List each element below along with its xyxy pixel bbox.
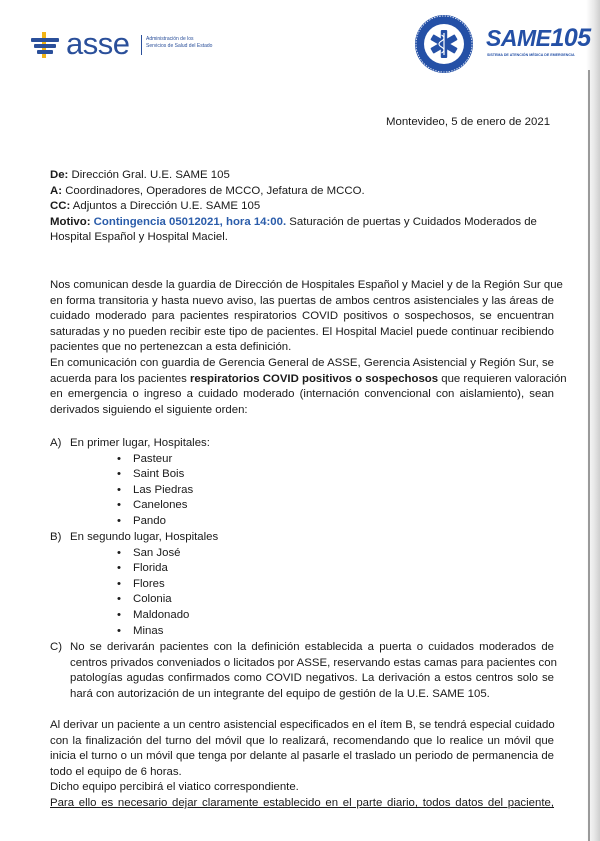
hospital-list-item: San José	[133, 546, 181, 559]
to-label: A:	[50, 184, 63, 197]
same-wordmark-number: 105	[550, 24, 591, 52]
paragraph-line: todo el equipo de 6 horas.	[50, 765, 182, 778]
item-c-text	[70, 640, 557, 702]
same-wordmark-text: SAME	[486, 25, 551, 51]
cc-line	[50, 199, 537, 215]
bullet-icon: •	[117, 562, 121, 575]
paragraph-line: pacientes que no pertenezcan a esta definición.	[50, 341, 292, 354]
paragraph-line: centros privados conveniados o licitados por ASSE, reservando estas camas para pacientes con	[70, 656, 557, 669]
subject-highlight: Contingencia 05012021, hora 14:00.	[93, 215, 287, 228]
hospital-list-item: Canelones	[133, 499, 188, 512]
cc-value: Adjuntos a Dirección U.E. SAME 105	[70, 200, 261, 213]
bullet-icon: •	[117, 593, 121, 606]
paragraph-line: cuidado moderado para pacientes respiratorios COVID positivos o sospechosos, se encuentran	[50, 310, 554, 323]
asse-logo	[30, 26, 230, 66]
item-b-letter: B)	[50, 531, 62, 543]
bullet-icon: •	[117, 624, 121, 637]
paragraph-line: en emergencia o ingreso a cuidado moderado (internación convencional con aislamiento), sean	[50, 388, 554, 401]
paragraph-line: derivados siguiendo el siguiente orden:	[50, 403, 248, 416]
paragraph-text: que requieren valoración	[438, 372, 567, 385]
cc-label: CC:	[50, 200, 71, 213]
bullet-icon: •	[117, 546, 121, 559]
hospital-list-item: Florida	[133, 562, 168, 575]
bullet-icon: •	[117, 515, 121, 527]
subject-line-2: Hospital Español y Hospital Maciel.	[50, 231, 228, 244]
hospital-list-item: Flores	[133, 577, 165, 590]
asse-wordmark: asse	[66, 26, 130, 61]
to-value: Coordinadores, Operadores de MCCO, Jefatura de MCCO.	[62, 184, 365, 197]
scan-edge-line	[588, 70, 590, 841]
paragraph-line: Nos comunican desde la guardia de Dirección de Hospitales Español y Maciel y de la Región Sur que	[50, 279, 563, 291]
subject-text: Saturación de puertas y Cuidados Moderados de	[286, 215, 537, 228]
paragraph-line	[50, 372, 567, 388]
item-a-letter: A)	[50, 437, 62, 449]
subject-label: Motivo:	[50, 215, 91, 228]
item-a-text: En primer lugar, Hospitales:	[70, 437, 210, 449]
hospital-list-item: Maldonado	[133, 609, 190, 621]
hospital-list-item: Pasteur	[133, 452, 173, 465]
bullet-icon: •	[117, 577, 121, 590]
asse-separator	[141, 35, 142, 55]
paragraph-line: con la finalización del turno del móvil que lo realizará, recomendando que lo realice un móvil que	[50, 734, 554, 747]
asse-subtitle-line-2: Servicios de Salud del Estado	[146, 43, 213, 49]
subject-line	[50, 215, 537, 231]
paragraph-3	[50, 718, 554, 812]
item-c-letter: C)	[50, 641, 63, 653]
bullet-icon: •	[117, 609, 121, 621]
same-star-of-life-seal-icon	[414, 14, 474, 74]
hospital-list-item: Las Piedras	[133, 483, 194, 496]
paragraph-line: en forma transitoria y hasta nuevo aviso, las puertas de ambos centros asistenciales y las áreas de	[50, 294, 554, 307]
paragraph-text: acuerda para los pacientes	[50, 372, 190, 385]
asse-subtitle-line-1: Administración de los	[146, 36, 194, 42]
bullet-icon: •	[117, 499, 121, 512]
bullet-icon: •	[117, 468, 121, 481]
paragraph-line: hará con autorización de un integrante del equipo de gestión de la U.E. SAME 105.	[70, 687, 490, 700]
paragraph-line: saturadas y no pueden recibir este tipo de pacientes. El Hospital Maciel puede continuar recibiendo	[50, 325, 554, 338]
paragraph-bold-text: respiratorios COVID positivos o sospechosos	[189, 372, 439, 385]
paragraph-line: inicia el turno o un móvil que tenga por delante al pasarle el traslado un periodo de permanencia de	[50, 750, 554, 763]
hospital-list-item: Minas	[133, 624, 164, 637]
bullet-icon: •	[117, 483, 121, 496]
same-subtitle: SISTEMA DE ATENCIÓN MÉDICA DE EMERGENCIA	[487, 53, 575, 57]
hospital-list-item: Saint Bois	[133, 468, 185, 481]
paragraph-line: Al derivar un paciente a un centro asistencial especificados en el ítem B, se tendrá especial cuidado	[50, 719, 555, 731]
from-label: De:	[50, 169, 69, 181]
paragraph-line: patologías agudas confirmados como COVID negativos. La derivación a estos centros solo se	[70, 672, 554, 685]
item-b-text: En segundo lugar, Hospitales	[70, 531, 219, 543]
paragraph-2	[50, 356, 567, 418]
bullet-icon: •	[117, 452, 121, 465]
paragraph-line: En comunicación con guardia de Gerencia General de ASSE, Gerencia Asistencial y Región Sur, se	[50, 357, 554, 369]
hospital-list-item: Pando	[133, 515, 166, 527]
asse-emblem-icon	[30, 30, 62, 60]
letter-header-block	[50, 168, 537, 246]
hospital-list-item: Colonia	[133, 593, 172, 606]
paragraph-line-underlined: Para ello es necesario dejar claramente establecido en el parte diario, todos datos del paciente,	[50, 796, 554, 809]
letter-date: Montevideo, 5 de enero de 2021	[386, 116, 551, 128]
from-value: Dirección Gral. U.E. SAME 105	[68, 169, 230, 181]
from-line	[50, 168, 537, 184]
asse-subtitle	[146, 36, 236, 50]
same-wordmark	[486, 25, 591, 51]
paragraph-line: No se derivarán pacientes con la definición establecida a puerta o cuidados moderados de	[70, 641, 554, 653]
to-line	[50, 184, 537, 200]
paragraph-1	[50, 278, 563, 356]
paragraph-line: Dicho equipo percibirá el viatico correspondiente.	[50, 781, 299, 794]
